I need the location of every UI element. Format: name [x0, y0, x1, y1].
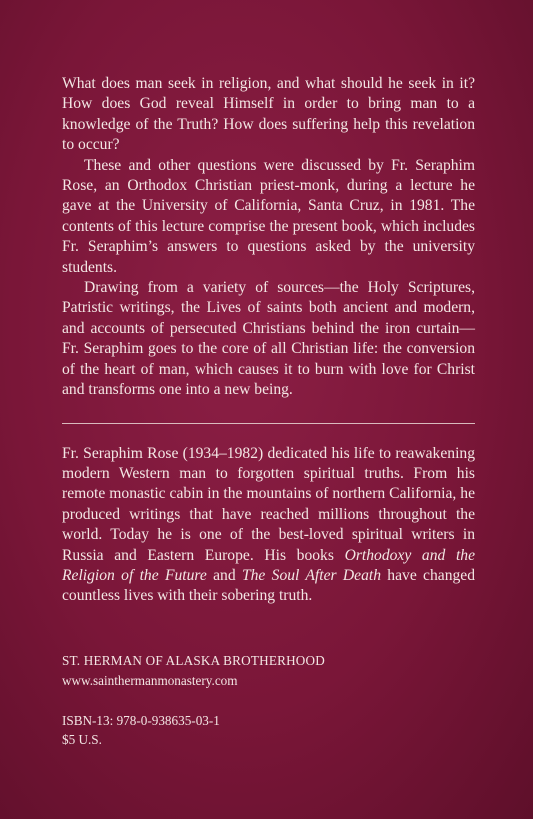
- description-paragraph-3: Drawing from a variety of sources—the Holy Scriptures, Patristic writings, the Lives of saints both ancient and modern, and accounts of persecuted Christians behind the iron curtain—Fr. Seraphim goes to the core of all Christian life: the conversion of the heart of man, which causes it to burn with love for Christ and transforms one into a new being.: [62, 279, 475, 399]
- publisher-name: ST. HERMAN OF ALASKA BROTHERHOOD: [62, 652, 325, 668]
- bio-text-3: have changed countless lives with their sobering truth.: [62, 566, 476, 605]
- bio-text-2: and: [206, 566, 242, 584]
- publisher-website: www.sainthermanmonastery.com: [62, 672, 238, 688]
- description-paragraph-2: These and other questions were discussed by Fr. Seraphim Rose, an Orthodox Christian priest-monk, during a lecture he gave at the University of California, Santa Cruz, in 1981. The contents of this lecture comprise the present book, which includes Fr. Seraphim’s answers to questions asked by the university students.: [62, 156, 475, 276]
- isbn-block: [62, 711, 475, 749]
- publisher-block: [62, 651, 475, 691]
- bio-text-1: Fr. Seraphim Rose (1934–1982) dedicated his life to reawakening modern Western man to forgotten spiritual truths. From his remote monastic cabin in the mountains of northern California, he produced writings that have reached millions throughout the world. Today he is one of the best-loved spiritual writers in Russia and Eastern Europe. His books: [62, 444, 475, 564]
- book-title-2: The Soul After Death: [241, 566, 381, 584]
- description: [62, 74, 475, 401]
- isbn: ISBN-13: 978-0-938635-03-1: [62, 712, 220, 728]
- description-paragraph-1: What does man seek in religion, and what should he seek in it? How does God reveal Himself in order to bring man to a knowledge of the Truth? How does suffering help this revelation to occur?: [62, 75, 475, 154]
- author-bio: [62, 444, 475, 607]
- divider-line: [62, 423, 475, 424]
- price: $5 U.S.: [62, 731, 102, 747]
- book-title-1: Orthodoxy and the Religion of the Future: [62, 546, 475, 584]
